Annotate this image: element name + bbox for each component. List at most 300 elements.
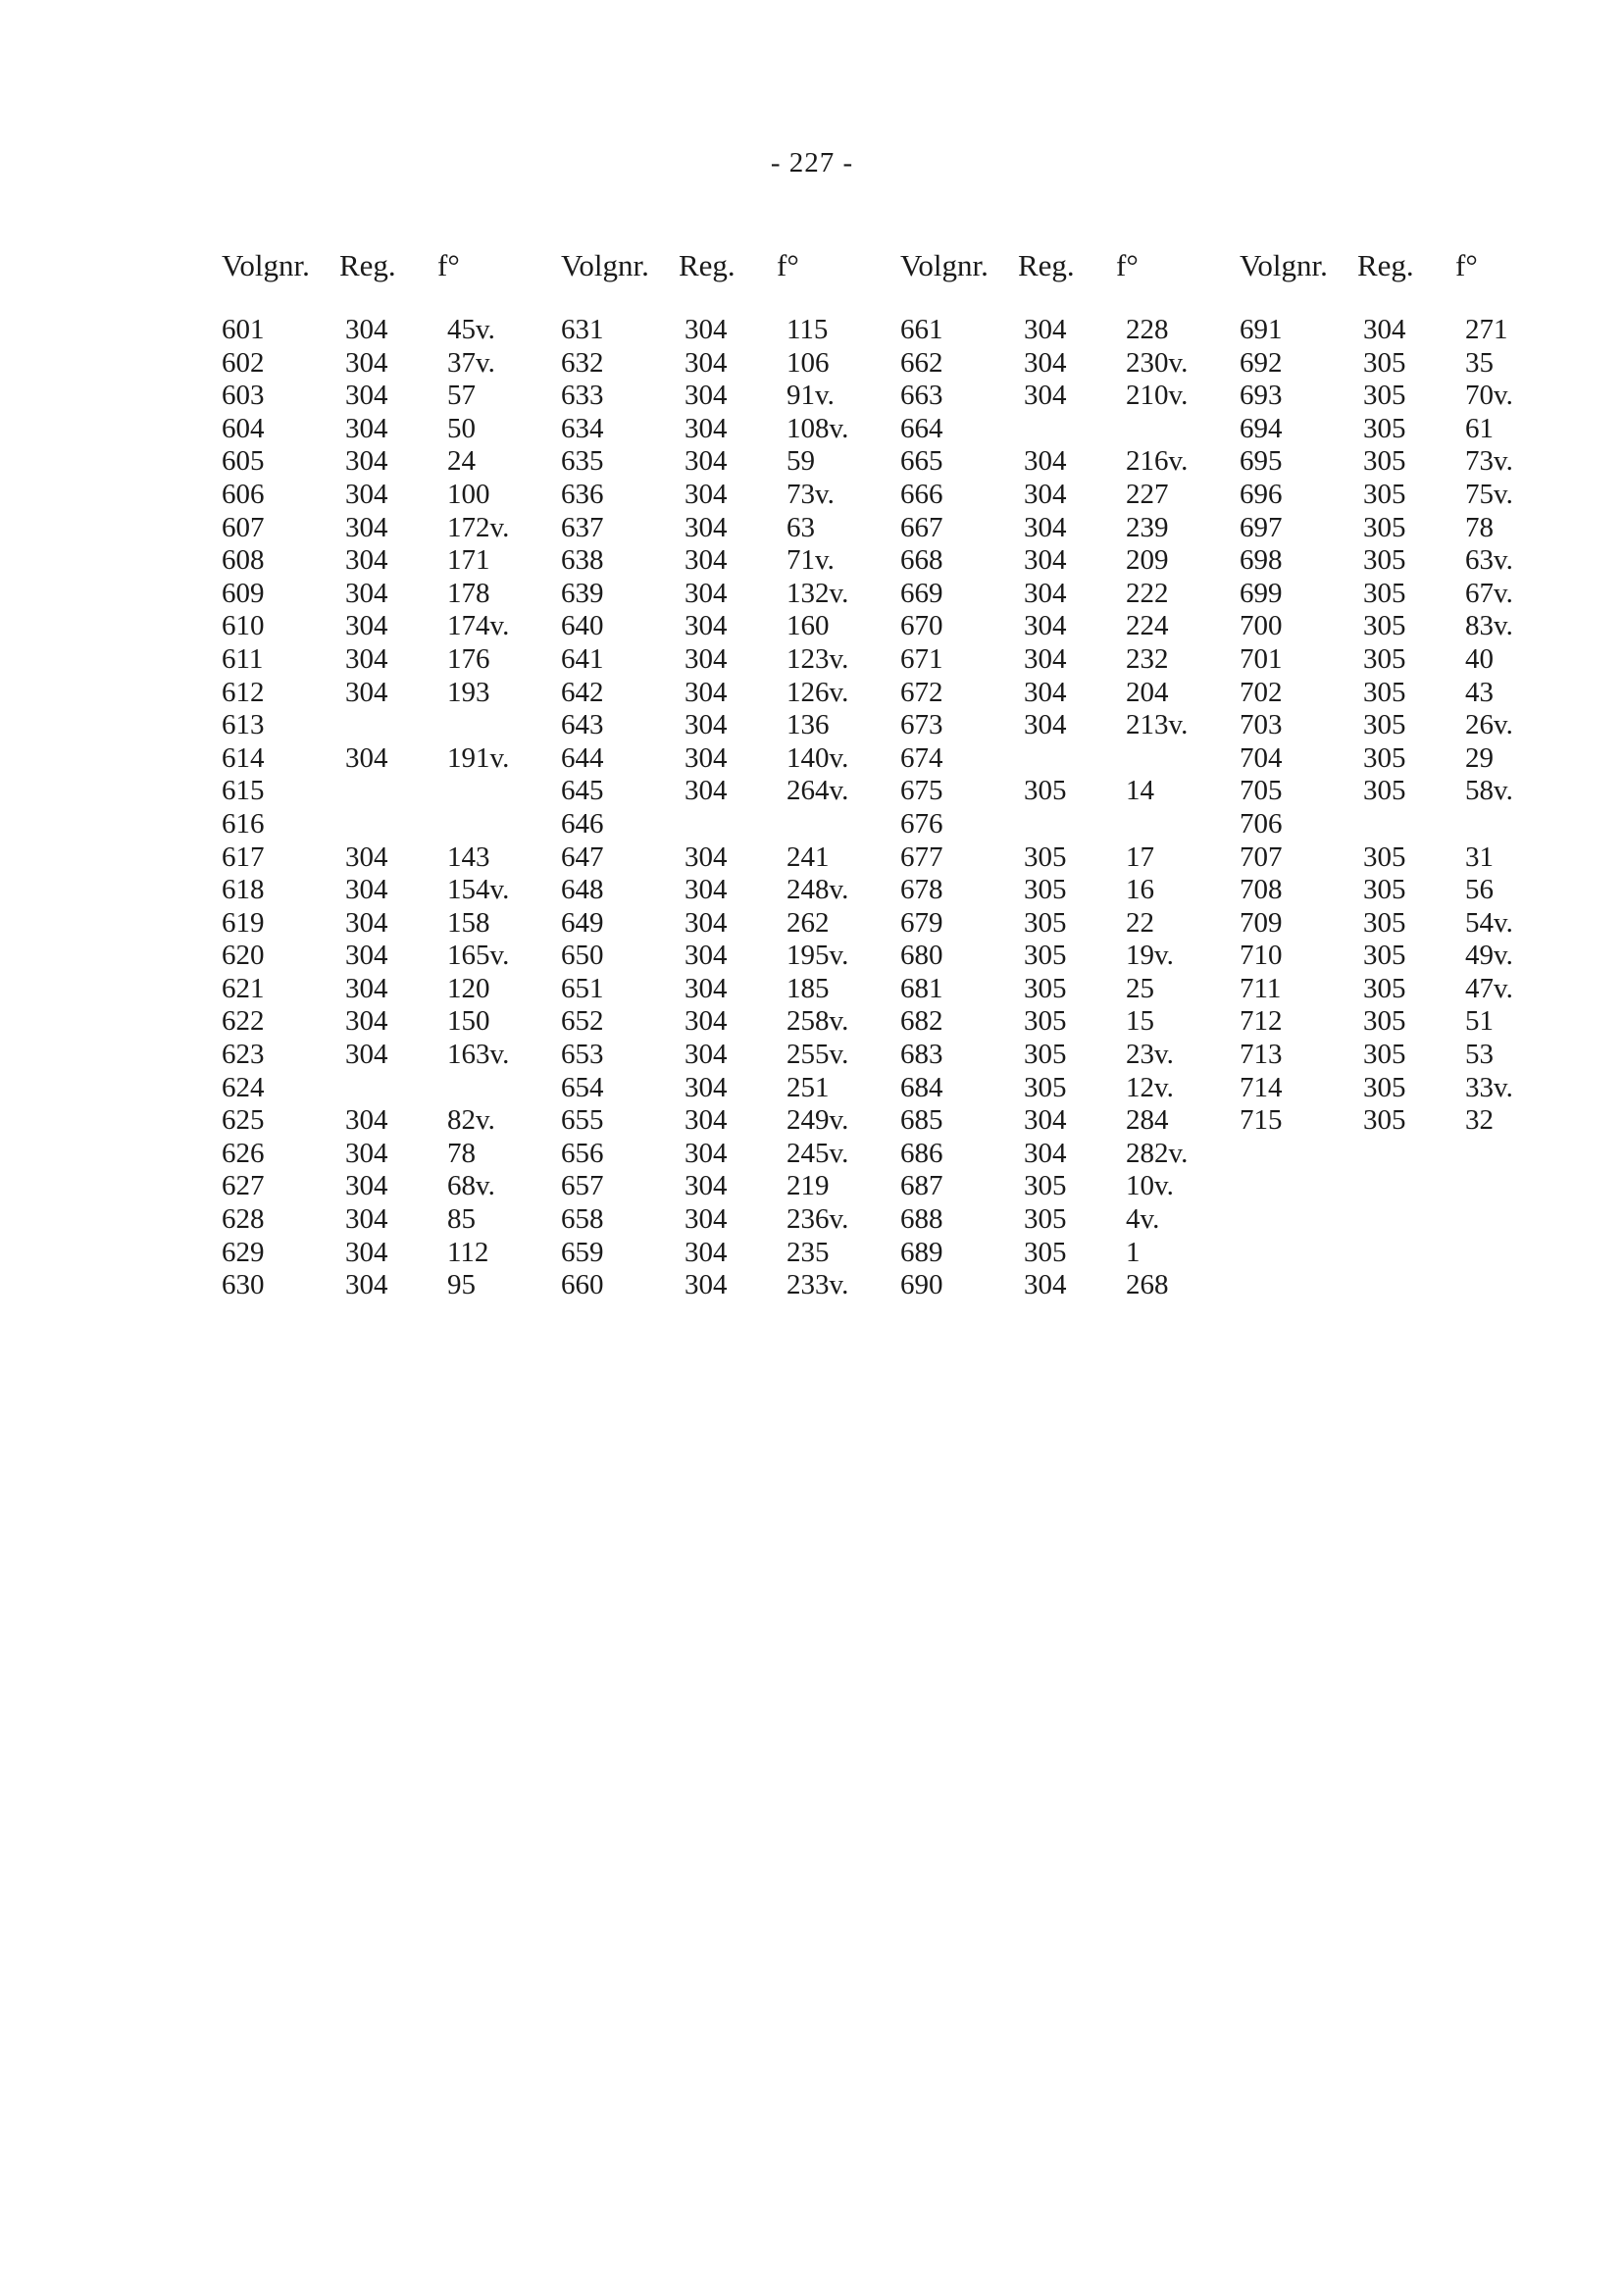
reg-cell: 304 — [345, 544, 388, 577]
folio-cell: 132v. — [787, 577, 849, 609]
folio-cell: 58v. — [1465, 775, 1513, 807]
volgnr-cell: 707 — [1240, 840, 1283, 873]
volgnr-cell: 667 — [900, 511, 943, 543]
header-volgnr: Volgnr. — [222, 248, 310, 282]
folio-cell: 78 — [1465, 511, 1494, 543]
volgnr-cell: 625 — [222, 1104, 265, 1137]
volgnr-cell: 677 — [900, 840, 943, 873]
reg-cell: 304 — [685, 1039, 728, 1071]
header-folio: f° — [1455, 248, 1478, 282]
reg-cell: 305 — [1363, 346, 1406, 379]
folio-cell: 165v. — [447, 940, 510, 972]
folio-cell: 213v. — [1126, 709, 1189, 741]
volgnr-cell: 709 — [1240, 906, 1283, 939]
folio-cell: 78 — [447, 1137, 476, 1169]
folio-cell: 258v. — [787, 1005, 849, 1038]
folio-cell: 100 — [447, 478, 490, 510]
reg-cell: 304 — [345, 314, 388, 345]
folio-cell: 19v. — [1126, 940, 1174, 972]
folio-cell: 54v. — [1465, 906, 1513, 939]
reg-cell: 304 — [685, 511, 728, 543]
volgnr-cell: 606 — [222, 478, 265, 510]
reg-cell: 305 — [1363, 1104, 1406, 1137]
folio-cell: 112 — [447, 1236, 489, 1268]
reg-cell: 304 — [685, 577, 728, 609]
reg-cell: 304 — [685, 940, 728, 972]
volgnr-cell: 662 — [900, 346, 943, 379]
reg-cell: 304 — [685, 1071, 728, 1103]
reg-cell: 304 — [345, 1039, 388, 1071]
header-folio: f° — [777, 248, 799, 282]
volgnr-cell: 635 — [561, 445, 604, 478]
folio-cell: 227 — [1126, 478, 1169, 510]
folio-cell: 262 — [787, 906, 830, 939]
folio-cell: 140v. — [787, 741, 849, 774]
folio-cell: 241 — [787, 840, 830, 873]
volgnr-cell: 655 — [561, 1104, 604, 1137]
volgnr-cell: 666 — [900, 478, 943, 510]
folio-cell: 51 — [1465, 1005, 1494, 1038]
volgnr-cell: 656 — [561, 1137, 604, 1169]
volgnr-cell: 692 — [1240, 346, 1283, 379]
volgnr-cell: 686 — [900, 1137, 943, 1169]
folio-cell: 4v. — [1126, 1203, 1160, 1236]
reg-cell: 304 — [685, 1104, 728, 1137]
volgnr-cell: 665 — [900, 445, 943, 478]
volgnr-cell: 708 — [1240, 874, 1283, 906]
reg-cell: 304 — [1024, 544, 1067, 577]
reg-cell: 305 — [1363, 972, 1406, 1004]
folio-cell: 108v. — [787, 412, 849, 444]
reg-cell: 305 — [1363, 445, 1406, 478]
folio-cell: 284 — [1126, 1104, 1169, 1137]
folio-cell: 31 — [1465, 840, 1494, 873]
reg-cell: 305 — [1363, 577, 1406, 609]
volgnr-cell: 643 — [561, 709, 604, 741]
reg-cell: 304 — [345, 445, 388, 478]
volgnr-cell: 684 — [900, 1071, 943, 1103]
folio-cell: 91v. — [787, 380, 835, 412]
folio-cell: 73v. — [1465, 445, 1513, 478]
folio-cell: 57 — [447, 380, 476, 412]
reg-cell: 305 — [1024, 1170, 1067, 1202]
reg-cell: 304 — [685, 840, 728, 873]
reg-cell: 304 — [345, 577, 388, 609]
folio-cell: 228 — [1126, 314, 1169, 345]
reg-cell: 304 — [685, 709, 728, 741]
folio-cell: 233v. — [787, 1269, 849, 1301]
folio-cell: 82v. — [447, 1104, 495, 1137]
folio-cell: 264v. — [787, 775, 849, 807]
reg-cell: 304 — [685, 1203, 728, 1236]
volgnr-cell: 604 — [222, 412, 265, 444]
reg-cell: 305 — [1024, 874, 1067, 906]
folio-cell: 209 — [1126, 544, 1169, 577]
reg-cell: 304 — [1024, 1104, 1067, 1137]
reg-cell: 304 — [685, 775, 728, 807]
reg-cell: 304 — [685, 314, 728, 345]
reg-cell: 305 — [1363, 676, 1406, 708]
volgnr-cell: 657 — [561, 1170, 604, 1202]
folio-cell: 239 — [1126, 511, 1169, 543]
reg-cell: 304 — [345, 346, 388, 379]
header-folio: f° — [1116, 248, 1139, 282]
reg-cell: 304 — [685, 380, 728, 412]
volgnr-cell: 646 — [561, 807, 604, 840]
reg-cell: 305 — [1363, 610, 1406, 642]
folio-cell: 63 — [787, 511, 815, 543]
folio-cell: 150 — [447, 1005, 490, 1038]
volgnr-cell: 634 — [561, 412, 604, 444]
reg-cell: 305 — [1363, 642, 1406, 675]
volgnr-cell: 669 — [900, 577, 943, 609]
reg-cell: 304 — [1024, 1137, 1067, 1169]
folio-cell: 154v. — [447, 874, 510, 906]
reg-cell: 304 — [345, 1236, 388, 1268]
folio-cell: 219 — [787, 1170, 830, 1202]
reg-cell: 304 — [345, 511, 388, 543]
volgnr-cell: 676 — [900, 807, 943, 840]
volgnr-cell: 603 — [222, 380, 265, 412]
volgnr-cell: 626 — [222, 1137, 265, 1169]
volgnr-cell: 701 — [1240, 642, 1283, 675]
volgnr-cell: 689 — [900, 1236, 943, 1268]
folio-cell: 1 — [1126, 1236, 1141, 1268]
volgnr-cell: 700 — [1240, 610, 1283, 642]
reg-cell: 304 — [345, 874, 388, 906]
volgnr-cell: 618 — [222, 874, 265, 906]
volgnr-cell: 706 — [1240, 807, 1283, 840]
folio-cell: 95 — [447, 1269, 476, 1301]
reg-cell: 305 — [1024, 775, 1067, 807]
volgnr-cell: 641 — [561, 642, 604, 675]
reg-cell: 304 — [345, 1104, 388, 1137]
folio-cell: 10v. — [1126, 1170, 1174, 1202]
reg-cell: 304 — [1024, 346, 1067, 379]
reg-cell: 305 — [1363, 1039, 1406, 1071]
folio-cell: 248v. — [787, 874, 849, 906]
volgnr-cell: 647 — [561, 840, 604, 873]
reg-cell: 304 — [345, 610, 388, 642]
folio-cell: 40 — [1465, 642, 1494, 675]
volgnr-cell: 697 — [1240, 511, 1283, 543]
reg-cell: 304 — [685, 906, 728, 939]
volgnr-cell: 695 — [1240, 445, 1283, 478]
volgnr-cell: 704 — [1240, 741, 1283, 774]
folio-cell: 23v. — [1126, 1039, 1174, 1071]
reg-cell: 304 — [1024, 478, 1067, 510]
reg-cell: 305 — [1024, 1071, 1067, 1103]
folio-cell: 271 — [1465, 314, 1508, 345]
volgnr-cell: 659 — [561, 1236, 604, 1268]
reg-cell: 304 — [345, 972, 388, 1004]
volgnr-cell: 663 — [900, 380, 943, 412]
volgnr-cell: 623 — [222, 1039, 265, 1071]
volgnr-cell: 648 — [561, 874, 604, 906]
folio-cell: 126v. — [787, 676, 849, 708]
folio-cell: 75v. — [1465, 478, 1513, 510]
reg-cell: 305 — [1024, 906, 1067, 939]
folio-cell: 83v. — [1465, 610, 1513, 642]
volgnr-cell: 698 — [1240, 544, 1283, 577]
volgnr-cell: 640 — [561, 610, 604, 642]
reg-cell: 305 — [1363, 940, 1406, 972]
folio-cell: 73v. — [787, 478, 835, 510]
folio-cell: 178 — [447, 577, 490, 609]
folio-cell: 43 — [1465, 676, 1494, 708]
volgnr-cell: 675 — [900, 775, 943, 807]
folio-cell: 174v. — [447, 610, 510, 642]
reg-cell: 305 — [1363, 412, 1406, 444]
folio-cell: 143 — [447, 840, 490, 873]
folio-cell: 71v. — [787, 544, 835, 577]
volgnr-cell: 710 — [1240, 940, 1283, 972]
volgnr-cell: 696 — [1240, 478, 1283, 510]
folio-cell: 49v. — [1465, 940, 1513, 972]
volgnr-cell: 649 — [561, 906, 604, 939]
volgnr-cell: 682 — [900, 1005, 943, 1038]
folio-cell: 216v. — [1126, 445, 1189, 478]
reg-cell: 305 — [1363, 741, 1406, 774]
folio-cell: 25 — [1126, 972, 1154, 1004]
header-volgnr: Volgnr. — [1240, 248, 1328, 282]
reg-cell: 304 — [685, 741, 728, 774]
volgnr-cell: 642 — [561, 676, 604, 708]
folio-cell: 158 — [447, 906, 490, 939]
reg-cell: 304 — [345, 380, 388, 412]
volgnr-cell: 699 — [1240, 577, 1283, 609]
folio-cell: 50 — [447, 412, 476, 444]
folio-cell: 85 — [447, 1203, 476, 1236]
folio-cell: 14 — [1126, 775, 1154, 807]
reg-cell: 304 — [1024, 610, 1067, 642]
volgnr-cell: 608 — [222, 544, 265, 577]
reg-cell: 304 — [1024, 314, 1067, 345]
volgnr-cell: 713 — [1240, 1039, 1283, 1071]
volgnr-cell: 633 — [561, 380, 604, 412]
volgnr-cell: 639 — [561, 577, 604, 609]
page-number: - 227 - — [770, 147, 854, 178]
volgnr-cell: 624 — [222, 1071, 265, 1103]
reg-cell: 304 — [685, 1170, 728, 1202]
folio-cell: 224 — [1126, 610, 1169, 642]
folio-cell: 56 — [1465, 874, 1494, 906]
folio-cell: 33v. — [1465, 1071, 1513, 1103]
volgnr-cell: 605 — [222, 445, 265, 478]
reg-cell: 305 — [1024, 1039, 1067, 1071]
volgnr-cell: 638 — [561, 544, 604, 577]
reg-cell: 305 — [1363, 1005, 1406, 1038]
folio-cell: 32 — [1465, 1104, 1494, 1137]
folio-cell: 236v. — [787, 1203, 849, 1236]
reg-cell: 304 — [345, 1137, 388, 1169]
reg-cell: 304 — [345, 840, 388, 873]
folio-cell: 176 — [447, 642, 490, 675]
volgnr-cell: 645 — [561, 775, 604, 807]
volgnr-cell: 622 — [222, 1005, 265, 1038]
reg-cell: 304 — [1363, 314, 1406, 345]
folio-cell: 245v. — [787, 1137, 849, 1169]
folio-cell: 230v. — [1126, 346, 1189, 379]
reg-cell: 304 — [1024, 380, 1067, 412]
volgnr-cell: 609 — [222, 577, 265, 609]
folio-cell: 204 — [1126, 676, 1169, 708]
folio-cell: 235 — [787, 1236, 830, 1268]
volgnr-cell: 670 — [900, 610, 943, 642]
folio-cell: 59 — [787, 445, 815, 478]
reg-cell: 304 — [345, 940, 388, 972]
reg-cell: 304 — [685, 1005, 728, 1038]
volgnr-cell: 705 — [1240, 775, 1283, 807]
reg-cell: 304 — [345, 906, 388, 939]
folio-cell: 282v. — [1126, 1137, 1189, 1169]
reg-cell: 304 — [685, 676, 728, 708]
reg-cell: 304 — [345, 412, 388, 444]
volgnr-cell: 678 — [900, 874, 943, 906]
volgnr-cell: 714 — [1240, 1071, 1283, 1103]
volgnr-cell: 611 — [222, 642, 264, 675]
reg-cell: 305 — [1024, 940, 1067, 972]
folio-cell: 16 — [1126, 874, 1154, 906]
volgnr-cell: 703 — [1240, 709, 1283, 741]
folio-cell: 12v. — [1126, 1071, 1174, 1103]
reg-cell: 304 — [685, 1137, 728, 1169]
reg-cell: 305 — [1363, 709, 1406, 741]
volgnr-cell: 621 — [222, 972, 265, 1004]
volgnr-cell: 636 — [561, 478, 604, 510]
volgnr-cell: 619 — [222, 906, 265, 939]
volgnr-cell: 610 — [222, 610, 265, 642]
volgnr-cell: 617 — [222, 840, 265, 873]
folio-cell: 163v. — [447, 1039, 510, 1071]
reg-cell: 305 — [1363, 906, 1406, 939]
reg-cell: 305 — [1363, 511, 1406, 543]
volgnr-cell: 672 — [900, 676, 943, 708]
reg-cell: 304 — [685, 642, 728, 675]
reg-cell: 304 — [1024, 511, 1067, 543]
reg-cell: 304 — [685, 346, 728, 379]
reg-cell: 304 — [685, 544, 728, 577]
volgnr-cell: 616 — [222, 807, 265, 840]
folio-cell: 67v. — [1465, 577, 1513, 609]
volgnr-cell: 685 — [900, 1104, 943, 1137]
reg-cell: 304 — [685, 1269, 728, 1301]
volgnr-cell: 681 — [900, 972, 943, 1004]
volgnr-cell: 693 — [1240, 380, 1283, 412]
reg-cell: 305 — [1024, 1203, 1067, 1236]
reg-cell: 304 — [685, 610, 728, 642]
folio-cell: 171 — [447, 544, 490, 577]
volgnr-cell: 671 — [900, 642, 943, 675]
reg-cell: 304 — [345, 741, 388, 774]
folio-cell: 251 — [787, 1071, 830, 1103]
header-reg: Reg. — [1018, 248, 1075, 282]
volgnr-cell: 658 — [561, 1203, 604, 1236]
volgnr-cell: 683 — [900, 1039, 943, 1071]
volgnr-cell: 602 — [222, 346, 265, 379]
folio-cell: 160 — [787, 610, 830, 642]
reg-cell: 304 — [1024, 577, 1067, 609]
folio-cell: 255v. — [787, 1039, 849, 1071]
header-volgnr: Volgnr. — [900, 248, 989, 282]
reg-cell: 305 — [1024, 1005, 1067, 1038]
volgnr-cell: 715 — [1240, 1104, 1283, 1137]
folio-cell: 249v. — [787, 1104, 849, 1137]
volgnr-cell: 637 — [561, 511, 604, 543]
reg-cell: 304 — [345, 1005, 388, 1038]
reg-cell: 305 — [1363, 1071, 1406, 1103]
header-reg: Reg. — [679, 248, 736, 282]
folio-cell: 120 — [447, 972, 490, 1004]
folio-cell: 222 — [1126, 577, 1169, 609]
reg-cell: 304 — [345, 1269, 388, 1301]
volgnr-cell: 620 — [222, 940, 265, 972]
volgnr-cell: 654 — [561, 1071, 604, 1103]
volgnr-cell: 661 — [900, 314, 943, 345]
volgnr-cell: 668 — [900, 544, 943, 577]
volgnr-cell: 628 — [222, 1203, 265, 1236]
volgnr-cell: 687 — [900, 1170, 943, 1202]
reg-cell: 304 — [685, 445, 728, 478]
volgnr-cell: 613 — [222, 709, 265, 741]
folio-cell: 136 — [787, 709, 830, 741]
folio-cell: 15 — [1126, 1005, 1154, 1038]
folio-cell: 68v. — [447, 1170, 495, 1202]
folio-cell: 61 — [1465, 412, 1494, 444]
folio-cell: 29 — [1465, 741, 1494, 774]
folio-cell: 210v. — [1126, 380, 1189, 412]
reg-cell: 304 — [685, 478, 728, 510]
volgnr-cell: 630 — [222, 1269, 265, 1301]
reg-cell: 304 — [685, 412, 728, 444]
volgnr-cell: 614 — [222, 741, 265, 774]
reg-cell: 305 — [1024, 972, 1067, 1004]
volgnr-cell: 644 — [561, 741, 604, 774]
reg-cell: 304 — [1024, 709, 1067, 741]
reg-cell: 304 — [345, 642, 388, 675]
volgnr-cell: 674 — [900, 741, 943, 774]
reg-cell: 304 — [1024, 676, 1067, 708]
reg-cell: 304 — [345, 676, 388, 708]
folio-cell: 24 — [447, 445, 476, 478]
volgnr-cell: 607 — [222, 511, 265, 543]
reg-cell: 305 — [1024, 840, 1067, 873]
volgnr-cell: 680 — [900, 940, 943, 972]
folio-cell: 268 — [1126, 1269, 1169, 1301]
volgnr-cell: 679 — [900, 906, 943, 939]
volgnr-cell: 651 — [561, 972, 604, 1004]
folio-cell: 123v. — [787, 642, 849, 675]
reg-cell: 304 — [685, 1236, 728, 1268]
volgnr-cell: 711 — [1240, 972, 1282, 1004]
reg-cell: 304 — [345, 1203, 388, 1236]
volgnr-cell: 632 — [561, 346, 604, 379]
reg-cell: 305 — [1363, 840, 1406, 873]
volgnr-cell: 694 — [1240, 412, 1283, 444]
volgnr-cell: 629 — [222, 1236, 265, 1268]
volgnr-cell: 702 — [1240, 676, 1283, 708]
volgnr-cell: 673 — [900, 709, 943, 741]
folio-cell: 26v. — [1465, 709, 1513, 741]
folio-cell: 193 — [447, 676, 490, 708]
folio-cell: 185 — [787, 972, 830, 1004]
folio-cell: 45v. — [447, 314, 495, 345]
table-header — [0, 248, 1624, 287]
reg-cell: 305 — [1363, 380, 1406, 412]
header-reg: Reg. — [1357, 248, 1414, 282]
volgnr-cell: 601 — [222, 314, 265, 345]
folio-cell: 17 — [1126, 840, 1154, 873]
